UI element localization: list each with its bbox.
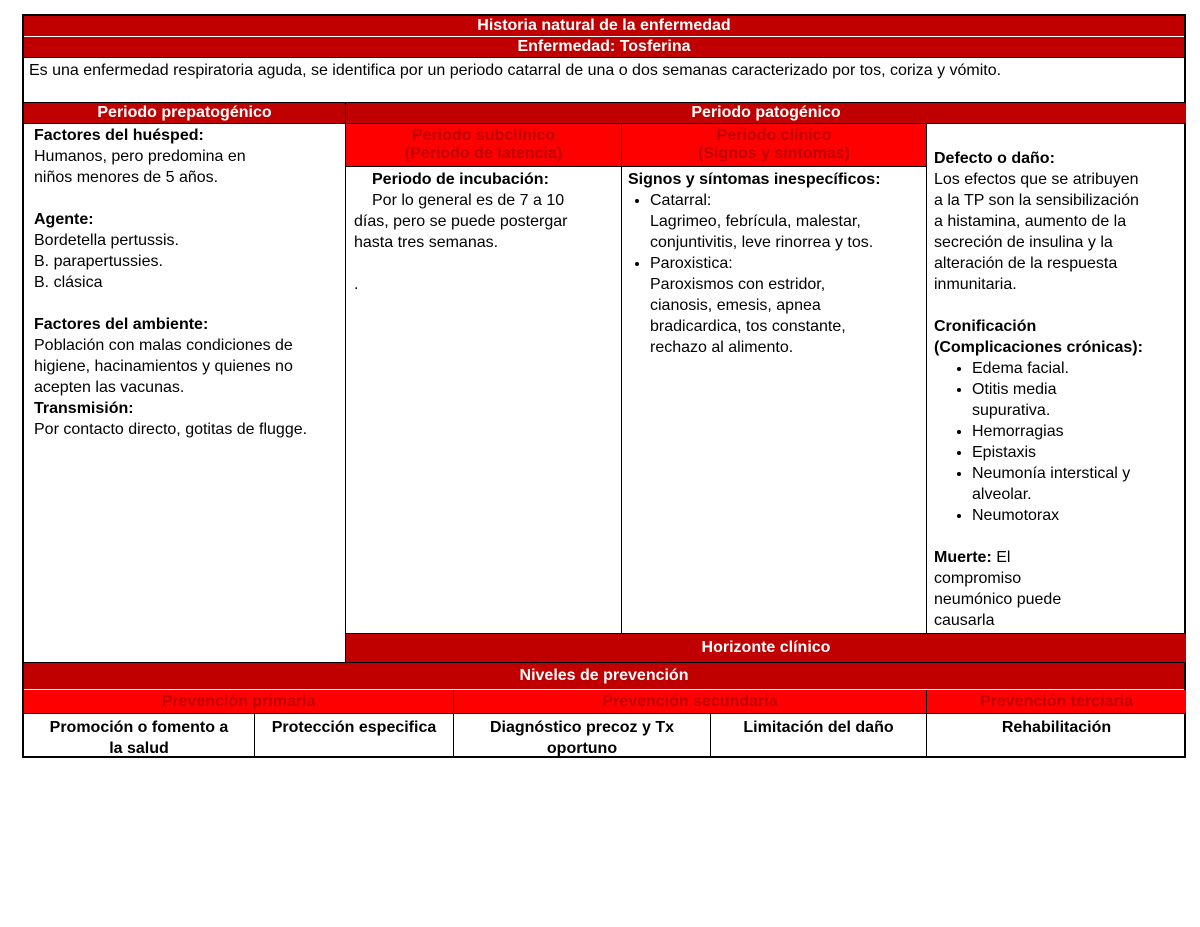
diagnosis-line: oportuno bbox=[546, 740, 618, 757]
death-line: compromiso bbox=[934, 570, 1022, 587]
complication-text: • Neumotorax bbox=[972, 507, 1060, 524]
complication-item bbox=[972, 463, 1184, 505]
subclinical-content bbox=[354, 169, 616, 295]
complication-item bbox=[972, 379, 1184, 421]
complication-item bbox=[972, 421, 1184, 442]
complication-text: • Otitis media bbox=[972, 381, 1057, 398]
host-factors-line: Humanos, pero predomina en bbox=[34, 148, 246, 165]
incubation-line: hasta tres semanas. bbox=[354, 234, 499, 251]
paroxistica-line: bradicardica, tos constante, bbox=[650, 318, 846, 335]
promotion-line: Promoción o fomento a bbox=[49, 719, 229, 736]
damage-line: alteración de la respuesta bbox=[934, 255, 1118, 272]
tertiary-prevention: Prevención terciaria bbox=[927, 690, 1186, 713]
paroxistica-line: cianosis, emesis, apnea bbox=[650, 297, 821, 314]
paroxistica-label: • Paroxistica: bbox=[650, 255, 733, 272]
host-factors-label: Factores del huésped: bbox=[34, 127, 204, 144]
paroxistica-line: rechazo al alimento. bbox=[650, 339, 794, 356]
table-title: Historia natural de la enfermedad bbox=[24, 16, 1184, 36]
clinical-content bbox=[628, 169, 924, 358]
chronic-label: Cronificación bbox=[934, 318, 1037, 335]
rehabilitation-cell: Rehabilitación bbox=[1001, 719, 1112, 736]
subclinical-heading-line: Periodo subclínico bbox=[411, 127, 556, 144]
promotion-cell bbox=[24, 717, 254, 759]
prepatogenic-heading: Periodo prepatogénico bbox=[24, 103, 345, 123]
complication-text: supurativa. bbox=[972, 402, 1051, 419]
incubation-line: días, pero se puede postergar bbox=[354, 213, 568, 230]
signs-label: Signos y síntomas inespecíficos: bbox=[628, 171, 881, 188]
clinical-heading bbox=[622, 124, 926, 166]
clinical-heading-line: Periodo clínico bbox=[716, 127, 832, 144]
damage-line: a la TP son la sensibilización bbox=[934, 192, 1139, 209]
death-line: neumónico puede bbox=[934, 591, 1062, 608]
death-text: El bbox=[991, 549, 1011, 566]
damage-line: Los efectos que se atribuyen bbox=[934, 171, 1139, 188]
prepatogenic-content bbox=[34, 125, 344, 440]
environment-line: acepten las vacunas. bbox=[34, 379, 185, 396]
complication-text: • Edema facial. bbox=[972, 360, 1069, 377]
prevention-heading: Niveles de prevención bbox=[24, 663, 1184, 689]
death-first-line bbox=[934, 547, 1184, 568]
subclinical-heading bbox=[346, 124, 621, 166]
complication-text: • Neumonía interstical y bbox=[972, 465, 1131, 482]
death-line: causarla bbox=[934, 612, 995, 629]
complication-item bbox=[972, 358, 1184, 379]
damage-line: secreción de insulina y la bbox=[934, 234, 1113, 251]
complication-item bbox=[972, 442, 1184, 463]
limitation-cell: Limitación del daño bbox=[743, 719, 894, 736]
environment-line: Población con malas condiciones de bbox=[34, 337, 293, 354]
diagnosis-line: Diagnóstico precoz y Tx bbox=[489, 719, 675, 736]
clinical-horizon: Horizonte clínico bbox=[346, 634, 1186, 662]
diagnosis-cell bbox=[454, 717, 710, 759]
patogenic-heading: Periodo patogénico bbox=[346, 103, 1186, 123]
catarral-line: Lagrimeo, febrícula, malestar, bbox=[650, 213, 861, 230]
environment-label: Factores del ambiente: bbox=[34, 316, 209, 333]
damage-content bbox=[934, 148, 1184, 631]
complication-text: • Epistaxis bbox=[972, 444, 1037, 461]
transmission-text: Por contacto directo, gotitas de flugge. bbox=[34, 421, 308, 438]
protection-cell: Protección especifica bbox=[271, 719, 437, 736]
subclinical-heading-line: (Periodo de latencia) bbox=[404, 145, 563, 162]
disease-heading: Enfermedad: Tosferina bbox=[24, 37, 1184, 57]
primary-prevention: Prevención primaria bbox=[24, 690, 453, 713]
clinical-heading-line: (Signos y síntomas) bbox=[697, 145, 851, 162]
agent-line: B. clásica bbox=[34, 274, 103, 291]
disease-description: Es una enfermedad respiratoria aguda, se identifica por un periodo catarral de una o dos semanas caracterizado por tos, coriza y vómito. bbox=[29, 62, 1002, 79]
complication-text: alveolar. bbox=[972, 486, 1032, 503]
incubation-label: Periodo de incubación: bbox=[372, 171, 549, 188]
damage-label: Defecto o daño: bbox=[934, 150, 1055, 167]
paroxistica-line: Paroxismos con estridor, bbox=[650, 276, 826, 293]
agent-line: Bordetella pertussis. bbox=[34, 232, 179, 249]
incubation-dot: . bbox=[354, 276, 359, 293]
signs-item-paroxistica bbox=[650, 253, 924, 358]
chronic-label: (Complicaciones crónicas): bbox=[934, 339, 1143, 356]
transmission-label: Transmisión: bbox=[34, 400, 134, 417]
damage-line: a histamina, aumento de la bbox=[934, 213, 1127, 230]
signs-item-catarral bbox=[650, 190, 924, 253]
complication-text: • Hemorragias bbox=[972, 423, 1064, 440]
natural-history-table bbox=[22, 14, 1186, 758]
damage-line: inmunitaria. bbox=[934, 276, 1017, 293]
complication-item bbox=[972, 505, 1184, 526]
secondary-prevention: Prevención secundaria bbox=[454, 690, 926, 713]
promotion-line: la salud bbox=[109, 740, 169, 757]
catarral-line: conjuntivitis, leve rinorrea y tos. bbox=[650, 234, 874, 251]
host-factors-line: niños menores de 5 años. bbox=[34, 169, 219, 186]
incubation-line: Por lo general es de 7 a 10 bbox=[372, 192, 565, 209]
agent-label: Agente: bbox=[34, 211, 94, 228]
catarral-label: • Catarral: bbox=[650, 192, 712, 209]
agent-line: B. parapertussies. bbox=[34, 253, 163, 270]
death-label: Muerte: bbox=[934, 549, 992, 566]
environment-line: higiene, hacinamientos y quienes no bbox=[34, 358, 293, 375]
